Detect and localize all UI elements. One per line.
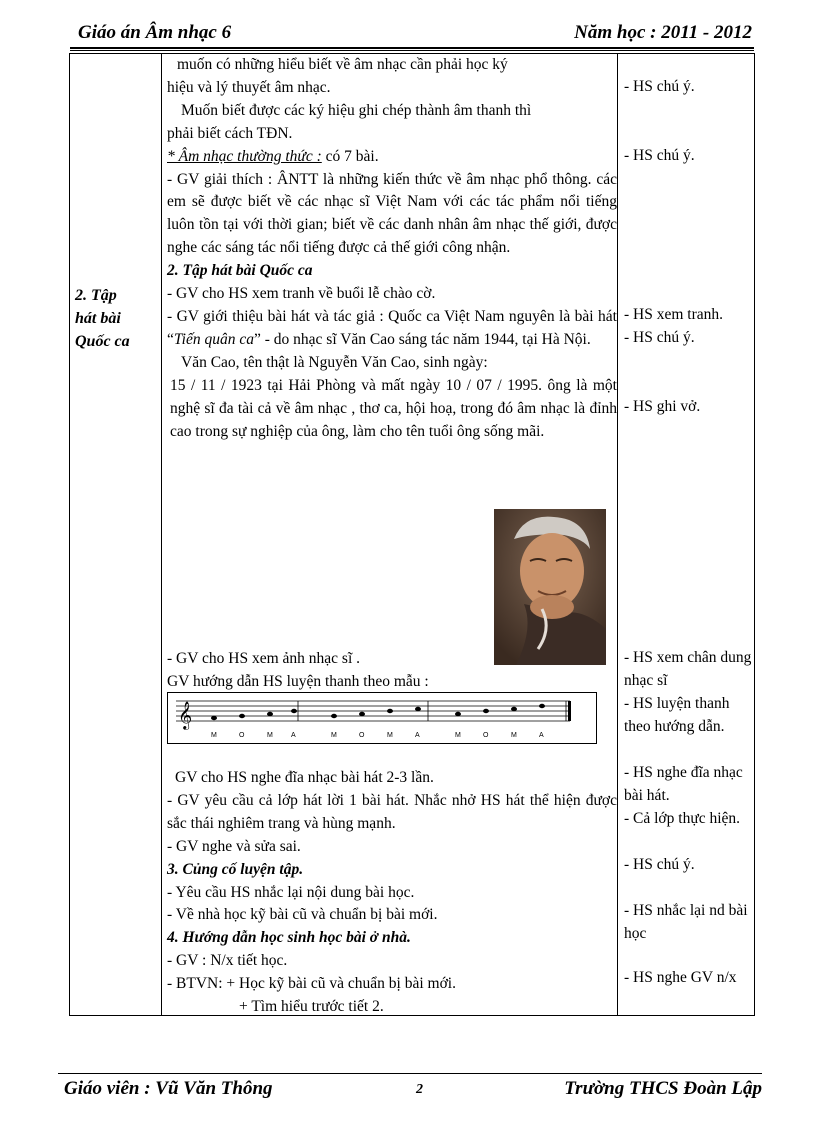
syllable-label: A — [291, 732, 296, 739]
syllable-label: M — [331, 732, 337, 739]
section-heading: 2. Tập hát bài Quốc ca — [167, 262, 313, 280]
syllable-label: M — [455, 732, 461, 739]
lesson-table — [69, 53, 755, 1016]
syllable-label: M — [267, 732, 273, 739]
student-activity: - HS chú ý. — [624, 329, 695, 346]
explanation-paragraph: - GV giải thích : ÂNTT là những kiến thức về âm nhạc phổ thông. các em sẽ được biết về các nhạc sĩ Việt Nam với các tác phẩm nổi tiếng luôn tồn tại với thời gian; biết về các danh nhân âm nhạc thế giới, được nghe các sáng tác nổi tiếng được cả thế giới công nhận. — [167, 170, 617, 257]
section-heading: 4. Hướng dẫn học sinh học bài ở nhà. — [167, 929, 411, 947]
syllable-label: M — [387, 732, 393, 739]
text-line: - GV : N/x tiết học. — [167, 952, 288, 970]
syllable-label: O — [483, 732, 489, 739]
svg-text:𝄞: 𝄞 — [178, 701, 193, 729]
vocal-exercise-staff — [167, 692, 597, 744]
singing-paragraph: - GV yêu cầu cả lớp hát lời 1 bài hát. Nhắc nhở HS hát thể hiện được sắc thái nghiêm trang và hùng mạnh. — [167, 791, 617, 832]
student-activity: - HS chú ý. — [624, 78, 695, 95]
page-header — [72, 20, 754, 48]
composer-portrait — [494, 509, 606, 665]
song-intro-paragraph — [167, 306, 617, 352]
syllable-label: A — [539, 732, 544, 739]
text-line: GV hướng dẫn HS luyện thanh theo mẫu : — [167, 672, 429, 690]
teacher-activities-top — [167, 54, 617, 443]
header-rule-thin — [70, 50, 754, 51]
student-activity: - HS xem chân dung nhạc sĩ — [624, 649, 752, 689]
header-rule — [70, 47, 754, 49]
syllable-label: M — [211, 732, 217, 739]
student-activity: - HS chú ý. — [624, 856, 695, 873]
song-title: Tiến quân ca — [173, 330, 254, 348]
text-line: + Tìm hiểu trước tiết 2. — [239, 998, 384, 1016]
student-activity: - HS nghe GV n/x — [624, 969, 737, 986]
biography-paragraph: 15 / 11 / 1923 tại Hải Phòng và mất ngày 10 / 07 / 1995. ông là một nghệ sĩ đa tài cả về âm nhạc , thơ ca, hội hoạ, trong đó âm nhạc là đỉnh cao trong sự nghiệp của ông, làm cho tên tuổi ông sống mãi. — [170, 376, 617, 440]
text-line: - GV nghe và sửa sai. — [167, 837, 301, 855]
syllable-label: O — [359, 732, 365, 739]
section-title-line: Quốc ca — [75, 333, 130, 350]
student-activity: - HS nhắc lại nd bài học — [624, 902, 748, 942]
student-activity: - Cả lớp thực hiện. — [624, 810, 741, 827]
student-activity: - HS xem tranh. — [624, 306, 724, 323]
text-line: Muốn biết được các ký hiệu ghi chép thành âm thanh thì — [181, 101, 532, 119]
syllable-label: M — [511, 732, 517, 739]
student-activity: - HS ghi vở. — [624, 398, 701, 415]
music-appreciation-count: có 7 bài. — [321, 147, 379, 165]
syllable-label: A — [415, 732, 420, 739]
text-line: - Về nhà học kỹ bài cũ và chuẩn bị bài mới. — [167, 906, 438, 924]
student-activity: - HS luyện thanh theo hướng dẫn. — [624, 695, 730, 735]
syllable-label: O — [239, 732, 245, 739]
text-line: - GV cho HS xem tranh về buổi lễ chào cờ. — [167, 285, 436, 303]
music-appreciation-label: * Âm nhạc thường thức : — [167, 147, 322, 165]
text-line: Văn Cao, tên thật là Nguyễn Văn Cao, sinh ngày: — [181, 353, 488, 371]
text-line: - GV cho HS xem ảnh nhạc sĩ . — [167, 650, 361, 667]
section-title-line: 2. Tập — [75, 287, 117, 304]
text-line: - Yêu cầu HS nhắc lại nội dung bài học. — [167, 883, 415, 901]
text-line: GV cho HS nghe đĩa nhạc bài hát 2-3 lần. — [175, 769, 434, 786]
song-intro-text-end: ” - do nhạc sĩ Văn Cao sáng tác năm 1944, tại Hà Nội. — [253, 330, 591, 348]
teacher-activities-end — [167, 767, 617, 1019]
music-appreciation-line — [167, 146, 617, 169]
text-line: muốn có những hiểu biết về âm nhạc cần phải học ký — [177, 56, 508, 73]
column-divider-right — [617, 54, 618, 1015]
header-subject: Giáo án Âm nhạc 6 — [78, 22, 232, 43]
text-line: phải biết cách TĐN. — [167, 124, 293, 142]
song-intro-text: - GV giới thiệu bài hát và tác giả : Quốc ca Việt Nam nguyên là bài hát “ — [167, 307, 617, 348]
section-title-line: hát bài — [75, 310, 121, 327]
footer-rule — [58, 1073, 762, 1074]
teacher-activities-bottom — [167, 648, 617, 694]
column-divider-left — [161, 54, 162, 1015]
page-footer — [58, 1078, 762, 1104]
text-line: - BTVN: + Học kỹ bài cũ và chuẩn bị bài mới. — [167, 975, 456, 993]
footer-school: Trường THCS Đoàn Lập — [564, 1078, 762, 1099]
page-number: 2 — [416, 1082, 423, 1097]
student-activity: - HS nghe đĩa nhạc bài hát. — [624, 764, 743, 804]
student-activity: - HS chú ý. — [624, 147, 695, 164]
footer-teacher: Giáo viên : Vũ Văn Thông — [64, 1078, 273, 1099]
text-line: hiệu và lý thuyết âm nhạc. — [167, 78, 331, 96]
section-title — [75, 284, 157, 353]
section-heading: 3. Củng cố luyện tập. — [167, 860, 304, 878]
header-school-year: Năm học : 2011 - 2012 — [574, 22, 752, 43]
